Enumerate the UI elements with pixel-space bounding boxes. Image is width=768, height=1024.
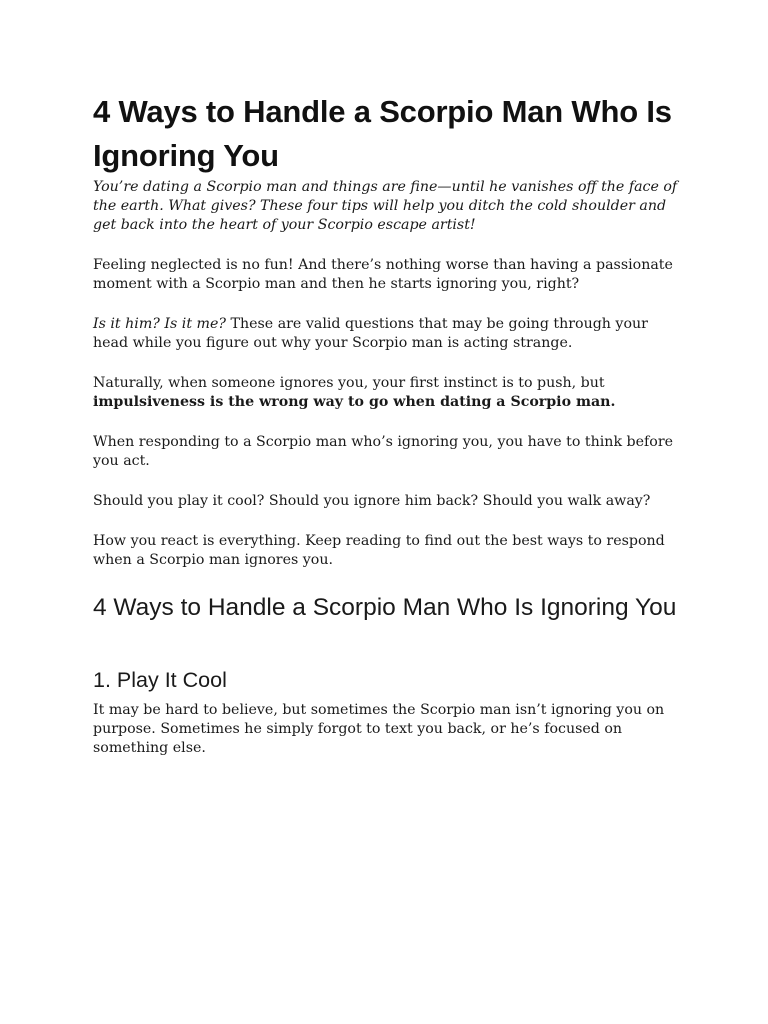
article-title: 4 Ways to Handle a Scorpio Man Who Is Ignoring You [93, 94, 672, 173]
paragraph-valid-questions [93, 315, 678, 353]
paragraph-neglected: Feeling neglected is no fun! And there’s nothing worse than having a passionate moment with a Scorpio man and then he starts ignoring you, right? [93, 257, 673, 292]
paragraph-questions: Should you play it cool? Should you ignore him back? Should you walk away? [93, 493, 651, 509]
paragraph-text: Naturally, when someone ignores you, your first instinct is to push, but [93, 375, 605, 391]
paragraph-react: How you react is everything. Keep reading to find out the best ways to respond when a Scorpio man ignores you. [93, 533, 665, 568]
paragraph-think-before-act: When responding to a Scorpio man who’s ignoring you, you have to think before you act. [93, 434, 673, 469]
article-intro: You’re dating a Scorpio man and things are fine—until he vanishes off the face of the earth. What gives? These four tips will help you ditch the cold shoulder and get back into the heart of your Scorpio escape artist! [93, 179, 678, 233]
paragraph-emphasis: Is it him? Is it me? [93, 316, 226, 332]
paragraph-strong: impulsiveness is the wrong way to go when dating a Scorpio man. [93, 394, 616, 410]
paragraph-text: These are valid questions that may be going through your head while you figure out why your Scorpio man is acting strange. [93, 316, 648, 351]
subheading-play-it-cool: 1. Play It Cool [93, 668, 227, 692]
paragraph-impulsiveness [93, 374, 678, 412]
article [93, 90, 678, 758]
paragraph-play-it-cool: It may be hard to believe, but sometimes the Scorpio man isn’t ignoring you on purpose. Sometimes he simply forgot to text you back, or he’s focused on something else. [93, 702, 665, 756]
section-heading: 4 Ways to Handle a Scorpio Man Who Is Ignoring You [93, 594, 677, 621]
